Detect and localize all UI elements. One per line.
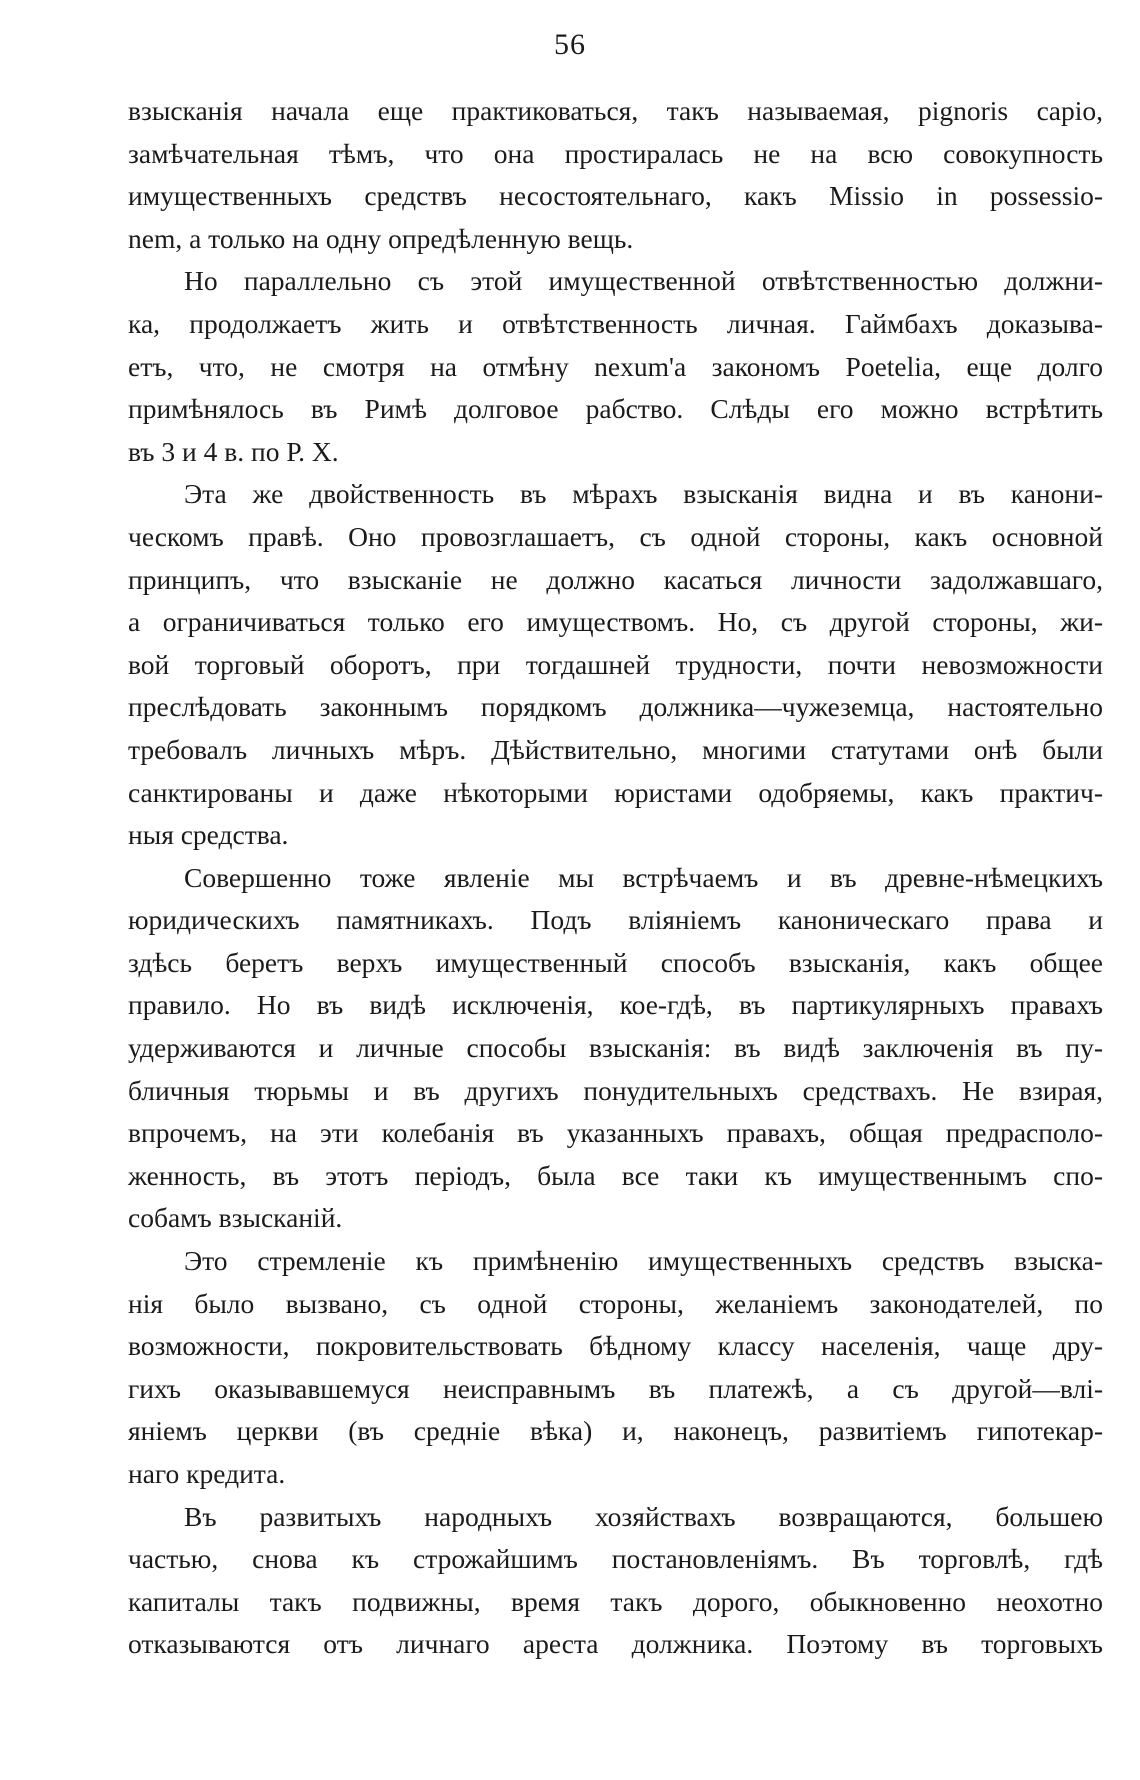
paragraph — [128, 473, 1103, 856]
body-text — [128, 90, 1103, 1666]
text-line: а ограничиваться только его имуществомъ. Но, съ другой стороны, жи- — [128, 606, 1103, 638]
paragraph — [128, 857, 1103, 1240]
text-line: нія было вызвано, съ одной стороны, желаніемъ законодателей, по — [128, 1287, 1103, 1319]
text-line: санктированы и даже нѣкоторыми юристами одобряемы, какъ практич- — [128, 776, 1103, 808]
text-line: Совершенно тоже явленіе мы встрѣчаемъ и въ древне-нѣмецкихъ — [184, 861, 1103, 893]
text-line: взысканія начала еще практиковаться, такъ называемая, pignoris capio, — [128, 95, 1103, 126]
text-line: ныя средства. — [128, 819, 289, 851]
text-line: замѣчательная тѣмъ, что она простиралась не на всю совокупность — [128, 137, 1103, 169]
text-line: примѣнялось въ Римѣ долговое рабство. Слѣды его можно встрѣтить — [128, 393, 1103, 425]
text-line: требовалъ личныхъ мѣръ. Дѣйствительно, многими статутами онѣ были — [128, 733, 1103, 765]
text-line: ка, продолжаетъ жить и отвѣтственность личная. Гаймбахъ доказыва- — [128, 307, 1103, 339]
text-line: етъ, что, не смотря на отмѣну nexum'а закономъ Poetelia, еще долго — [128, 350, 1103, 382]
text-line: Это стремленіе къ примѣненію имущественныхъ средствъ взыска- — [184, 1245, 1103, 1277]
text-line: отказываются отъ личнаго ареста должника. Поэтому въ торговыхъ — [128, 1628, 1103, 1660]
paragraph — [128, 90, 1103, 260]
text-line: здѣсь беретъ верхъ имущественный способъ взысканія, какъ общее — [128, 946, 1103, 978]
text-line: женность, въ этотъ періодъ, была все таки къ имущественнымъ спо- — [128, 1159, 1103, 1191]
text-line: собамъ взысканій. — [128, 1202, 343, 1234]
text-line: вой торговый оборотъ, при тогдашней трудности, почти невозможности — [128, 648, 1103, 680]
text-line: удерживаются и личные способы взысканія: въ видѣ заключенія въ пу- — [128, 1032, 1103, 1064]
text-line: гихъ оказывавшемуся неисправнымъ въ платежѣ, а съ другой—влі- — [128, 1372, 1103, 1404]
text-line: принципъ, что взысканіе не должно касаться личности задолжавшаго, — [128, 563, 1103, 595]
text-line: капиталы такъ подвижны, время такъ дорого, обыкновенно неохотно — [128, 1585, 1103, 1617]
paragraph — [128, 1496, 1103, 1666]
text-line: впрочемъ, на эти колебанія въ указанныхъ правахъ, общая предрасполо- — [128, 1117, 1103, 1149]
paragraph — [128, 1240, 1103, 1496]
text-line: возможности, покровительствовать бѣдному классу населенія, чаще дру- — [128, 1330, 1103, 1362]
text-line: преслѣдовать законнымъ порядкомъ должника—чужеземца, настоятельно — [128, 691, 1103, 723]
text-line: частью, снова къ строжайшимъ постановленіямъ. Въ торговлѣ, гдѣ — [128, 1543, 1103, 1575]
text-line: nem, а только на одну опредѣленную вещь. — [128, 222, 634, 254]
page-number: 56 — [554, 28, 586, 61]
text-line: наго кредита. — [128, 1458, 286, 1489]
text-line: имущественныхъ средствъ несостоятельнаго, какъ Missio in possessio- — [128, 180, 1103, 212]
text-line: яніемъ церкви (въ средніе вѣка) и, наконецъ, развитіемъ гипотекар- — [128, 1415, 1103, 1447]
text-line: Въ развитыхъ народныхъ хозяйствахъ возвращаются, большею — [184, 1500, 1103, 1532]
paragraph — [128, 260, 1103, 473]
text-line: въ 3 и 4 в. по Р. X. — [128, 435, 339, 467]
text-line: Эта же двойственность въ мѣрахъ взысканія видна и въ канони- — [184, 478, 1103, 510]
text-line: Но параллельно съ этой имущественной отвѣтственностью должни- — [184, 265, 1103, 297]
text-line: правило. Но въ видѣ исключенія, кое-гдѣ, въ партикулярныхъ правахъ — [128, 989, 1103, 1021]
text-line: бличныя тюрьмы и въ другихъ понудительныхъ средствахъ. Не взирая, — [128, 1074, 1103, 1106]
text-line: ческомъ правѣ. Оно провозглашаетъ, съ одной стороны, какъ основной — [128, 520, 1103, 552]
text-line: юридическихъ памятникахъ. Подъ вліяніемъ каноническаго права и — [128, 904, 1103, 936]
